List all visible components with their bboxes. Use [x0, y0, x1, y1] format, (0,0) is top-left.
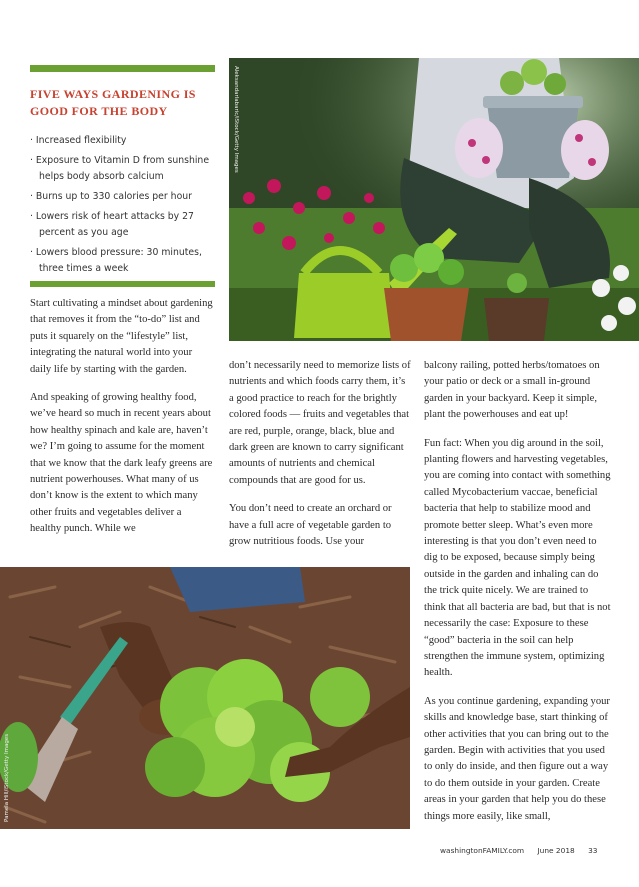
benefit-list — [30, 133, 215, 277]
paragraph: Start cultivating a mindset about gardening that removes it from the “to-do” list and puts it squarely on the “lifestyle” list, integrating the natural world into your daily life by starting with the garden. — [30, 298, 213, 375]
article-column-1 — [30, 296, 215, 550]
gardening-photo-bottom — [0, 567, 410, 829]
list-item: · Burns up to 330 calories per hour — [30, 189, 215, 205]
article-column-2 — [229, 358, 412, 562]
photo-credit-bottom: Pamela Hill/iStock/Getty Images — [4, 733, 10, 822]
sidebar-bottom-rule — [30, 281, 215, 287]
sidebar-box — [30, 65, 215, 281]
sidebar-title: FIVE WAYS GARDENING IS GOOD FOR THE BODY — [30, 87, 196, 118]
list-item: · Lowers blood pressure: 30 minutes, three times a week — [30, 245, 215, 277]
paragraph: balcony railing, potted herbs/tomatoes on your patio or deck or a small in-ground garden in your backyard. Keep it simple, plant the powerhouses and eat up! — [424, 360, 600, 421]
paragraph: And speaking of growing healthy food, we’ve heard so much in recent years about how healthy spinach and kale are, haven’t we? I’m going to assume for the moment that we know that the dark leafy greens are nutrient powerhouses. What many of us don’t know is the extent to which many other fruits and vegetables deliver a healthy punch. While we — [30, 392, 213, 535]
gardening-photo-top — [229, 58, 639, 341]
gardening-illustration — [229, 58, 639, 341]
paragraph: don’t necessarily need to memorize lists of nutrients and which foods carry them, it’s a good practice to reach for the brightly colored foods — fruits and vegetables that are red, purple, orange, black, blue and dark green are known to carry significant amounts of nutrients and chemical compounds that are good for us. — [229, 360, 411, 486]
page-number: 33 — [588, 846, 598, 855]
footer-site: washingtonFAMILY.com — [440, 846, 525, 855]
page-footer — [440, 846, 609, 855]
article-column-3 — [424, 358, 612, 837]
paragraph: You don’t need to create an orchard or have a full acre of vegetable garden to grow nutritious foods. Use your — [229, 503, 392, 548]
list-item: · Exposure to Vitamin D from sunshine helps body absorb calcium — [30, 153, 215, 185]
lettuce-planting-illustration — [0, 567, 410, 829]
footer-date: June 2018 — [537, 846, 575, 855]
paragraph: As you continue gardening, expanding your skills and knowledge base, start thinking of other activities that you can bring out to the garden. Begin with activities that you used to only do inside, and then figure out a way to do them outside in your garden. Create areas in your garden that help you do these things more easily, like small, — [424, 695, 610, 822]
list-item: · Increased flexibility — [30, 133, 215, 149]
sidebar-top-rule — [30, 65, 215, 72]
photo-credit-top: Aleksandarlabaric/iStock/Getty Images — [233, 66, 239, 173]
paragraph: Fun fact: When you dig around in the soil, planting flowers and harvesting vegetables, you are coming into contact with something called Mycobacterium vaccae, beneficial bacteria that help to stabilize mood and promote better sleep. What’s even more interesting is that you don’t even need to dig to be exposed, because simply being outside in the garden and inhaling can do the trick quite nicely. We are trained to think that all bacteria are bad, but that is not necessarily the case: Exposure to these “good” bacteria in the soil can help strengthen the immune system, optimizing health. — [424, 437, 611, 679]
list-item: · Lowers risk of heart attacks by 27 percent as you age — [30, 209, 215, 241]
